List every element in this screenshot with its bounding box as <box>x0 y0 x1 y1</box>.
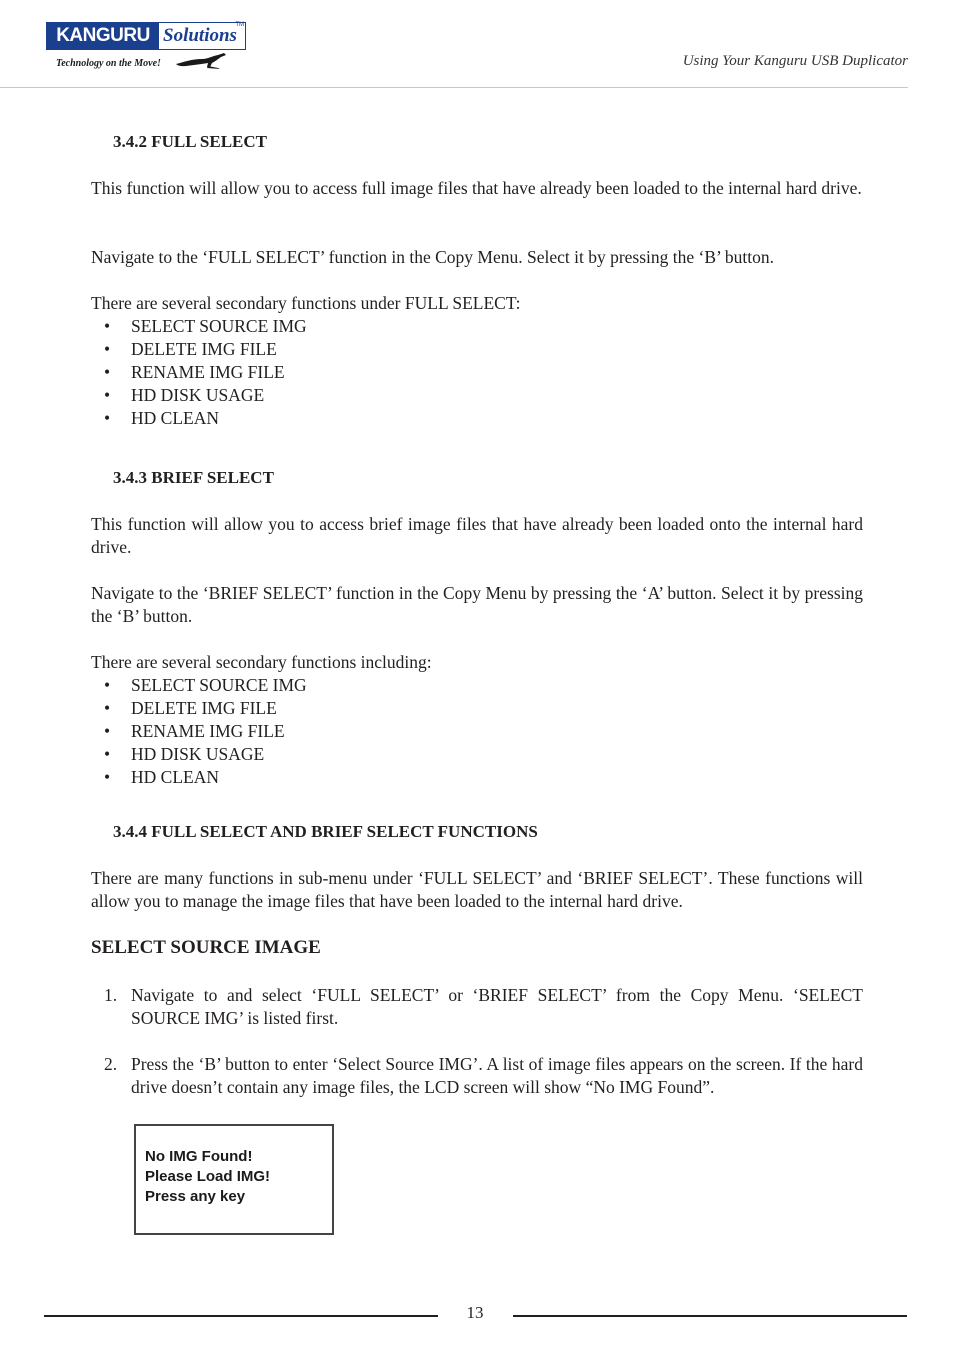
lcd-screen <box>134 1124 334 1235</box>
brief-select-navigate: Navigate to the ‘BRIEF SELECT’ function in the Copy Menu by pressing the ‘A’ button. Select it by pressing the ‘B’ button. <box>91 583 863 626</box>
list-item-text: SELECT SOURCE IMG <box>131 316 307 336</box>
logo-brand: KANGURU <box>47 23 159 49</box>
list-item <box>91 315 307 338</box>
section-heading-functions: 3.4.4 FULL SELECT AND BRIEF SELECT FUNCTIONS <box>113 822 538 841</box>
bullet: • <box>104 744 111 764</box>
section-heading-brief-select: 3.4.3 BRIEF SELECT <box>113 468 274 487</box>
footer-rule-right <box>513 1315 907 1317</box>
select-source-steps <box>91 984 863 1099</box>
list-item <box>91 743 307 766</box>
bullet: • <box>104 408 111 428</box>
page-number: 13 <box>466 1303 484 1322</box>
brief-select-intro: This function will allow you to access brief image files that have already been loaded onto the internal hard drive. <box>91 514 863 557</box>
list-item <box>91 720 307 743</box>
list-item <box>91 384 307 407</box>
lcd-line: Please Load IMG! <box>145 1168 271 1185</box>
logo-tagline: Technology on the Move! <box>56 58 161 69</box>
list-item <box>91 697 307 720</box>
footer-rule-left <box>44 1315 438 1317</box>
step-number: 2. <box>104 1054 118 1074</box>
header-divider <box>0 87 908 88</box>
section-heading-full-select: 3.4.2 FULL SELECT <box>113 132 267 151</box>
full-select-intro: This function will allow you to access full image files that have already been loaded to the internal hard drive. <box>91 178 862 198</box>
full-select-function-list <box>91 315 307 430</box>
list-item-text: HD CLEAN <box>131 767 219 787</box>
bullet: • <box>104 385 111 405</box>
list-item <box>91 338 307 361</box>
header-title: Using Your Kanguru USB Duplicator <box>682 53 908 69</box>
step-item <box>91 984 863 1030</box>
brief-select-function-list <box>91 674 307 789</box>
list-item-text: HD DISK USAGE <box>131 744 265 764</box>
subheading-select-source-image: SELECT SOURCE IMAGE <box>91 937 321 958</box>
bullet: • <box>104 362 111 382</box>
logo-trademark: TM <box>235 22 244 28</box>
bullet: • <box>104 698 111 718</box>
list-item-text: HD CLEAN <box>131 408 219 428</box>
list-item <box>91 674 307 697</box>
full-select-navigate: Navigate to the ‘FULL SELECT’ function in the Copy Menu. Select it by pressing the ‘B’ button. <box>91 247 775 267</box>
brief-select-functions-intro: There are several secondary functions including: <box>91 652 432 672</box>
bullet: • <box>104 675 111 695</box>
bullet: • <box>104 316 111 336</box>
list-item-text: RENAME IMG FILE <box>131 362 285 382</box>
list-item <box>91 766 307 789</box>
list-item <box>91 407 307 430</box>
step-item <box>91 1053 863 1099</box>
kangaroo-icon <box>174 50 234 70</box>
lcd-line: Press any key <box>145 1188 246 1205</box>
logo-box <box>46 22 246 50</box>
kanguru-logo <box>46 22 246 74</box>
bullet: • <box>104 339 111 359</box>
bullet: • <box>104 721 111 741</box>
functions-intro: There are many functions in sub-menu under ‘FULL SELECT’ and ‘BRIEF SELECT’. These functions will allow you to manage the image files that have been loaded to the internal hard drive. <box>91 868 863 911</box>
step-text: Navigate to and select ‘FULL SELECT’ or ‘BRIEF SELECT’ from the Copy Menu. ‘SELECT SOURCE IMG’ is listed first. <box>131 985 863 1028</box>
list-item-text: RENAME IMG FILE <box>131 721 285 741</box>
step-number: 1. <box>104 985 118 1005</box>
lcd-line: No IMG Found! <box>145 1148 253 1165</box>
full-select-functions-intro: There are several secondary functions under FULL SELECT: <box>91 293 521 313</box>
list-item-text: DELETE IMG FILE <box>131 339 277 359</box>
list-item-text: SELECT SOURCE IMG <box>131 675 307 695</box>
bullet: • <box>104 767 111 787</box>
list-item-text: DELETE IMG FILE <box>131 698 277 718</box>
list-item <box>91 361 307 384</box>
logo-suffix: Solutions <box>163 25 237 46</box>
step-text: Press the ‘B’ button to enter ‘Select Source IMG’. A list of image files appears on the screen. If the hard drive doesn’t contain any image files, the LCD screen will show “No IMG Found”. <box>131 1054 863 1097</box>
list-item-text: HD DISK USAGE <box>131 385 265 405</box>
